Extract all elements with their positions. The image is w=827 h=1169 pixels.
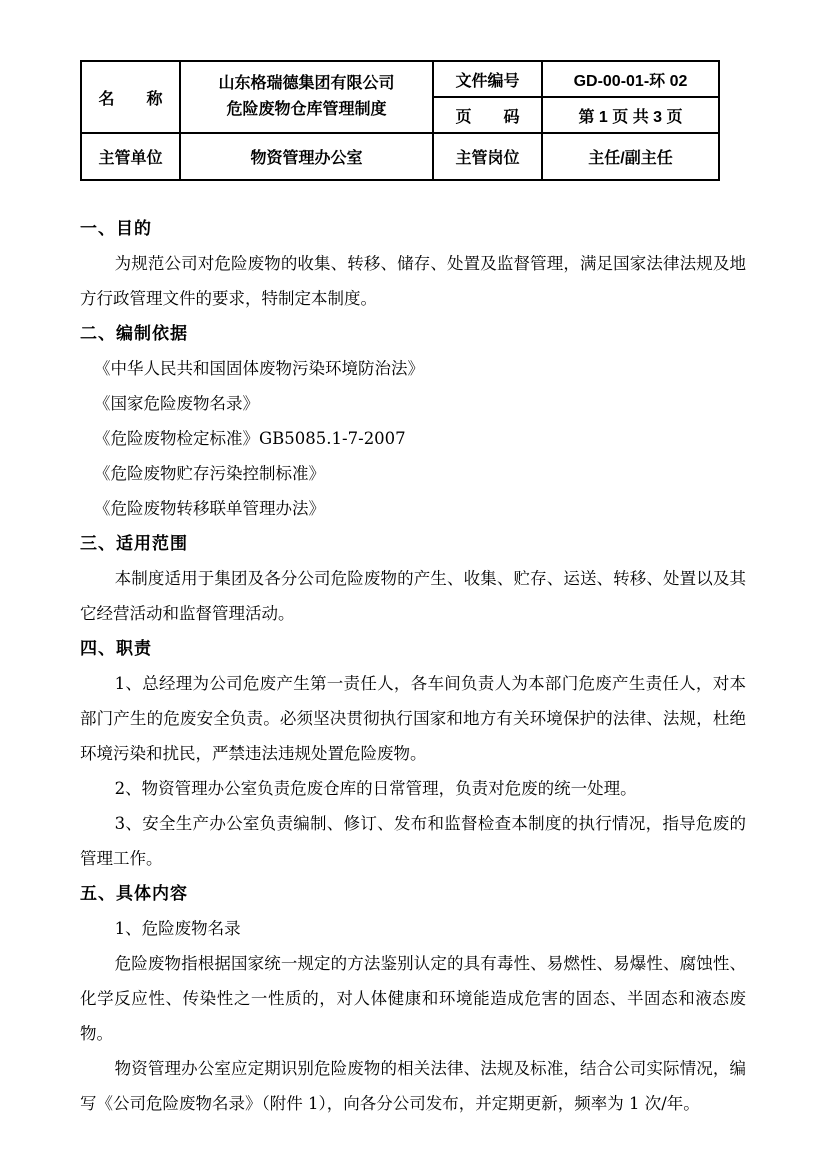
reference-item: 《中华人民共和国固体废物污染环境防治法》 bbox=[94, 359, 424, 378]
section-heading-basis: 二、编制依据 bbox=[80, 324, 188, 343]
paragraph: 危险废物指根据国家统一规定的方法鉴别认定的具有毒性、易燃性、易爆性、腐蚀性、化学反应性、传染性之一性质的，对人体健康和环境能造成危害的固态、半固态和液态废物。 bbox=[80, 954, 746, 1043]
page-label-cell: 页 码 bbox=[433, 97, 542, 133]
company-name-line1: 山东格瑞德集团有限公司 bbox=[218, 75, 395, 92]
doc-no-label-cell: 文件编号 bbox=[433, 61, 542, 97]
document-body bbox=[80, 211, 746, 1121]
paragraph: 本制度适用于集团及各分公司危险废物的产生、收集、贮存、运送、转移、处置以及其它经营活动和监督管理活动。 bbox=[80, 569, 746, 623]
numbered-item: 2、物资管理办公室负责危废仓库的日常管理，负责对危废的统一处理。 bbox=[114, 779, 637, 798]
section-heading-responsibilities: 四、职责 bbox=[80, 639, 152, 658]
post-label-cell: 主管岗位 bbox=[433, 133, 542, 180]
dept-label-cell: 主管单位 bbox=[81, 133, 180, 180]
reference-item: 《危险废物检定标准》GB5085.1-7-2007 bbox=[94, 429, 406, 448]
reference-item: 《国家危险废物名录》 bbox=[94, 394, 259, 413]
section-heading-content: 五、具体内容 bbox=[80, 884, 188, 903]
numbered-item: 1、总经理为公司危废产生第一责任人，各车间负责人为本部门危废产生责任人，对本部门产生的危废安全负责。必须坚决贯彻执行国家和地方有关环境保护的法律、法规，杜绝环境污染和扰民，严禁违法违规处置危险废物。 bbox=[80, 674, 746, 763]
document-title-line2: 危险废物仓库管理制度 bbox=[226, 101, 387, 118]
dept-value-cell: 物资管理办公室 bbox=[180, 133, 433, 180]
numbered-item: 1、危险废物名录 bbox=[114, 919, 241, 938]
section-heading-scope: 三、适用范围 bbox=[80, 534, 188, 553]
section-heading-purpose: 一、目的 bbox=[80, 219, 152, 238]
name-label-cell: 名 称 bbox=[81, 61, 180, 133]
post-value-cell: 主任/副主任 bbox=[542, 133, 719, 180]
paragraph: 为规范公司对危险废物的收集、转移、储存、处置及监督管理，满足国家法律法规及地方行政管理文件的要求，特制定本制度。 bbox=[80, 254, 746, 308]
paragraph: 物资管理办公室应定期识别危险废物的相关法律、法规及标准，结合公司实际情况，编写《公司危险废物名录》（附件 1），向各分公司发布，并定期更新，频率为 1 次/年。 bbox=[80, 1059, 746, 1113]
numbered-item: 3、安全生产办公室负责编制、修订、发布和监督检查本制度的执行情况，指导危废的管理工作。 bbox=[80, 814, 746, 868]
header-table bbox=[80, 60, 720, 181]
page-value-cell: 第 1 页 共 3 页 bbox=[542, 97, 719, 133]
reference-item: 《危险废物转移联单管理办法》 bbox=[94, 499, 325, 518]
doc-no-value-cell: GD-00-01-环 02 bbox=[542, 61, 719, 97]
name-value-cell bbox=[180, 61, 433, 133]
reference-item: 《危险废物贮存污染控制标准》 bbox=[94, 464, 325, 483]
